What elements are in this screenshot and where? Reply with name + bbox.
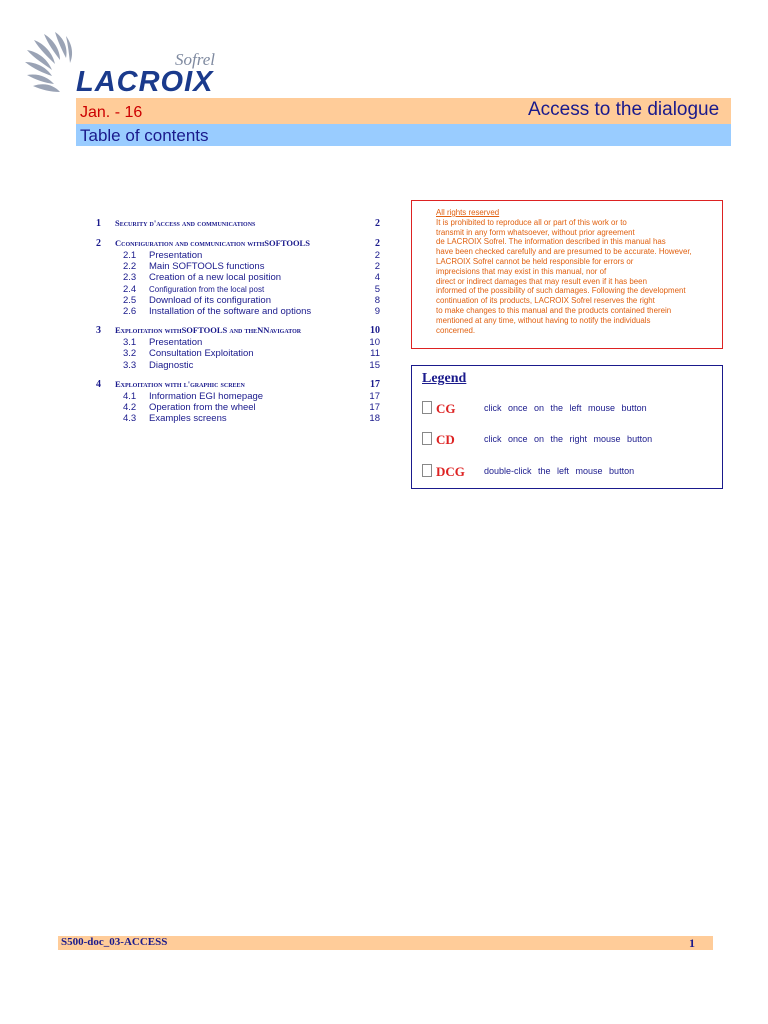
toc-entry-number: 2.1 xyxy=(123,250,137,261)
toc-section-title: Security d'access and communications xyxy=(115,218,256,228)
legend-description: double-click the left mouse button xyxy=(484,466,635,476)
document-date: Jan. - 16 xyxy=(80,104,143,121)
legend-title: Legend xyxy=(422,371,467,386)
toc-entry-number: 3.1 xyxy=(123,337,137,349)
toc-entry-number: 3.2 xyxy=(123,348,137,360)
rights-notice xyxy=(411,200,723,349)
toc-section-title: Cconfiguration and communication withSOFTOOLS xyxy=(115,238,310,248)
legend-description: click once on the left mouse button xyxy=(484,403,647,413)
toc-entry-number: 3.3 xyxy=(123,359,137,371)
rights-line: imprecisions that may exist in this manual, nor of xyxy=(436,266,607,276)
toc-entry[interactable] xyxy=(96,337,380,348)
toc-entry-page: 5 xyxy=(374,283,380,295)
rights-text xyxy=(436,208,722,335)
toc-entry-title: Diagnostic xyxy=(149,359,194,371)
toc-section-page: 17 xyxy=(370,378,380,390)
toc-section-page: 10 xyxy=(370,325,380,337)
rights-line: transmit in any form whatsoever, without prior agreement xyxy=(436,227,635,237)
rights-line: mentioned at any time, without having to notify the individuals xyxy=(436,315,651,325)
mouse-icon xyxy=(422,464,432,477)
toc-entry-page: 18 xyxy=(369,413,380,425)
toc-entry[interactable] xyxy=(96,348,380,359)
rights-line: to make changes to this manual and the products contained therein xyxy=(436,305,672,315)
rights-line: direct or indirect damages that may result even if it has been xyxy=(436,276,647,286)
rights-line: informed of the possibility of such damages. Following the development xyxy=(436,286,686,296)
toc-entry-page: 4 xyxy=(374,272,380,284)
mouse-icon xyxy=(422,401,432,414)
rights-heading: All rights reserved xyxy=(436,208,500,217)
toc-entry-title: Main SOFTOOLS functions xyxy=(149,261,265,273)
toc-section-number: 2 xyxy=(96,238,101,249)
toc-entry-title: Presentation xyxy=(149,250,203,261)
rights-line: have been checked carefully and are presumed to be accurate. However, xyxy=(436,247,692,257)
toc-section[interactable] xyxy=(96,325,380,337)
toc-entry-title: Installation of the software and options xyxy=(149,305,312,317)
toc-entry[interactable] xyxy=(96,402,380,413)
toc-section-title: Exploitation with l'graphic screen xyxy=(115,378,245,389)
toc-section-title: Exploitation withSOFTOOLS and theNNavigator xyxy=(115,325,302,336)
toc-entry-title: Consultation Exploitation xyxy=(149,348,254,360)
toc-section[interactable] xyxy=(96,379,380,391)
toc-entry-number: 2.4 xyxy=(123,283,137,295)
toc-section-number: 4 xyxy=(96,378,101,390)
mouse-icon xyxy=(422,432,432,445)
document-reference: S500-doc_03-ACCESS xyxy=(61,936,168,948)
toc-entry[interactable] xyxy=(96,261,380,272)
legend-code: CD xyxy=(436,432,455,447)
logo-brand: LACROIX xyxy=(76,66,214,98)
legend-box xyxy=(411,365,723,489)
toc-entry-page: 10 xyxy=(369,337,380,349)
toc-entry-title: Operation from the wheel xyxy=(149,401,256,413)
toc-entry-title: Information EGI homepage xyxy=(149,390,264,402)
toc-entry-number: 2.5 xyxy=(123,294,137,306)
toc-entry-page: 2 xyxy=(374,261,380,273)
page-number: 1 xyxy=(689,936,695,950)
toc-section[interactable] xyxy=(96,238,380,250)
toc-section-page: 2 xyxy=(375,218,380,229)
toc-entry-number: 2.2 xyxy=(123,261,137,273)
footer xyxy=(58,936,713,950)
logo-tagline: Sofrel xyxy=(175,50,215,69)
toc-entry[interactable] xyxy=(96,413,380,424)
toc-entry-page: 17 xyxy=(369,390,380,402)
toc-entry-page: 9 xyxy=(374,305,380,317)
table-of-contents xyxy=(96,218,380,424)
document-title: Access to the dialogue xyxy=(528,99,720,120)
rights-line: It is prohibited to reproduce all or part of this work or to xyxy=(436,217,627,227)
legend-code: CG xyxy=(436,401,456,416)
section-title: Table of contents xyxy=(80,126,209,145)
toc-entry[interactable] xyxy=(96,284,380,295)
toc-entry-page: 8 xyxy=(374,294,380,306)
toc-entry-number: 4.1 xyxy=(123,390,137,402)
toc-entry-page: 15 xyxy=(369,359,380,371)
toc-entry-number: 2.3 xyxy=(123,272,137,284)
rights-line: concerned. xyxy=(436,325,476,335)
toc-section-number: 3 xyxy=(96,325,101,337)
toc-entry[interactable] xyxy=(96,360,380,371)
toc-section[interactable] xyxy=(96,218,380,230)
rights-line: continuation of its products, LACROIX Sofrel reserves the right xyxy=(436,296,655,306)
toc-section-page: 2 xyxy=(375,238,380,249)
rights-line: LACROIX Sofrel cannot be held responsible for errors or xyxy=(436,256,634,266)
toc-entry-title: Download of its configuration xyxy=(149,294,271,306)
toc-entry-number: 4.3 xyxy=(123,413,137,425)
toc-entry[interactable] xyxy=(96,295,380,306)
toc-entry-page: 2 xyxy=(374,250,380,261)
toc-entry-title: Configuration from the local post xyxy=(149,284,265,294)
rights-line: de LACROIX Sofrel. The information described in this manual has xyxy=(436,237,666,247)
toc-entry[interactable] xyxy=(96,391,380,402)
toc-entry-number: 4.2 xyxy=(123,401,137,413)
toc-section-number: 1 xyxy=(96,218,101,229)
toc-entry[interactable] xyxy=(96,250,380,261)
legend-description: click once on the right mouse button xyxy=(484,434,653,444)
toc-entry-page: 17 xyxy=(369,401,380,413)
toc-entry-title: Presentation xyxy=(149,337,203,349)
toc-entry-title: Examples screens xyxy=(149,413,227,425)
toc-entry-title: Creation of a new local position xyxy=(149,272,282,284)
legend-code: DCG xyxy=(436,464,465,479)
toc-entry-page: 11 xyxy=(370,348,380,360)
toc-entry-number: 2.6 xyxy=(123,305,137,317)
toc-entry[interactable] xyxy=(96,272,380,283)
lacroix-logo xyxy=(24,28,234,100)
toc-entry[interactable] xyxy=(96,306,380,317)
